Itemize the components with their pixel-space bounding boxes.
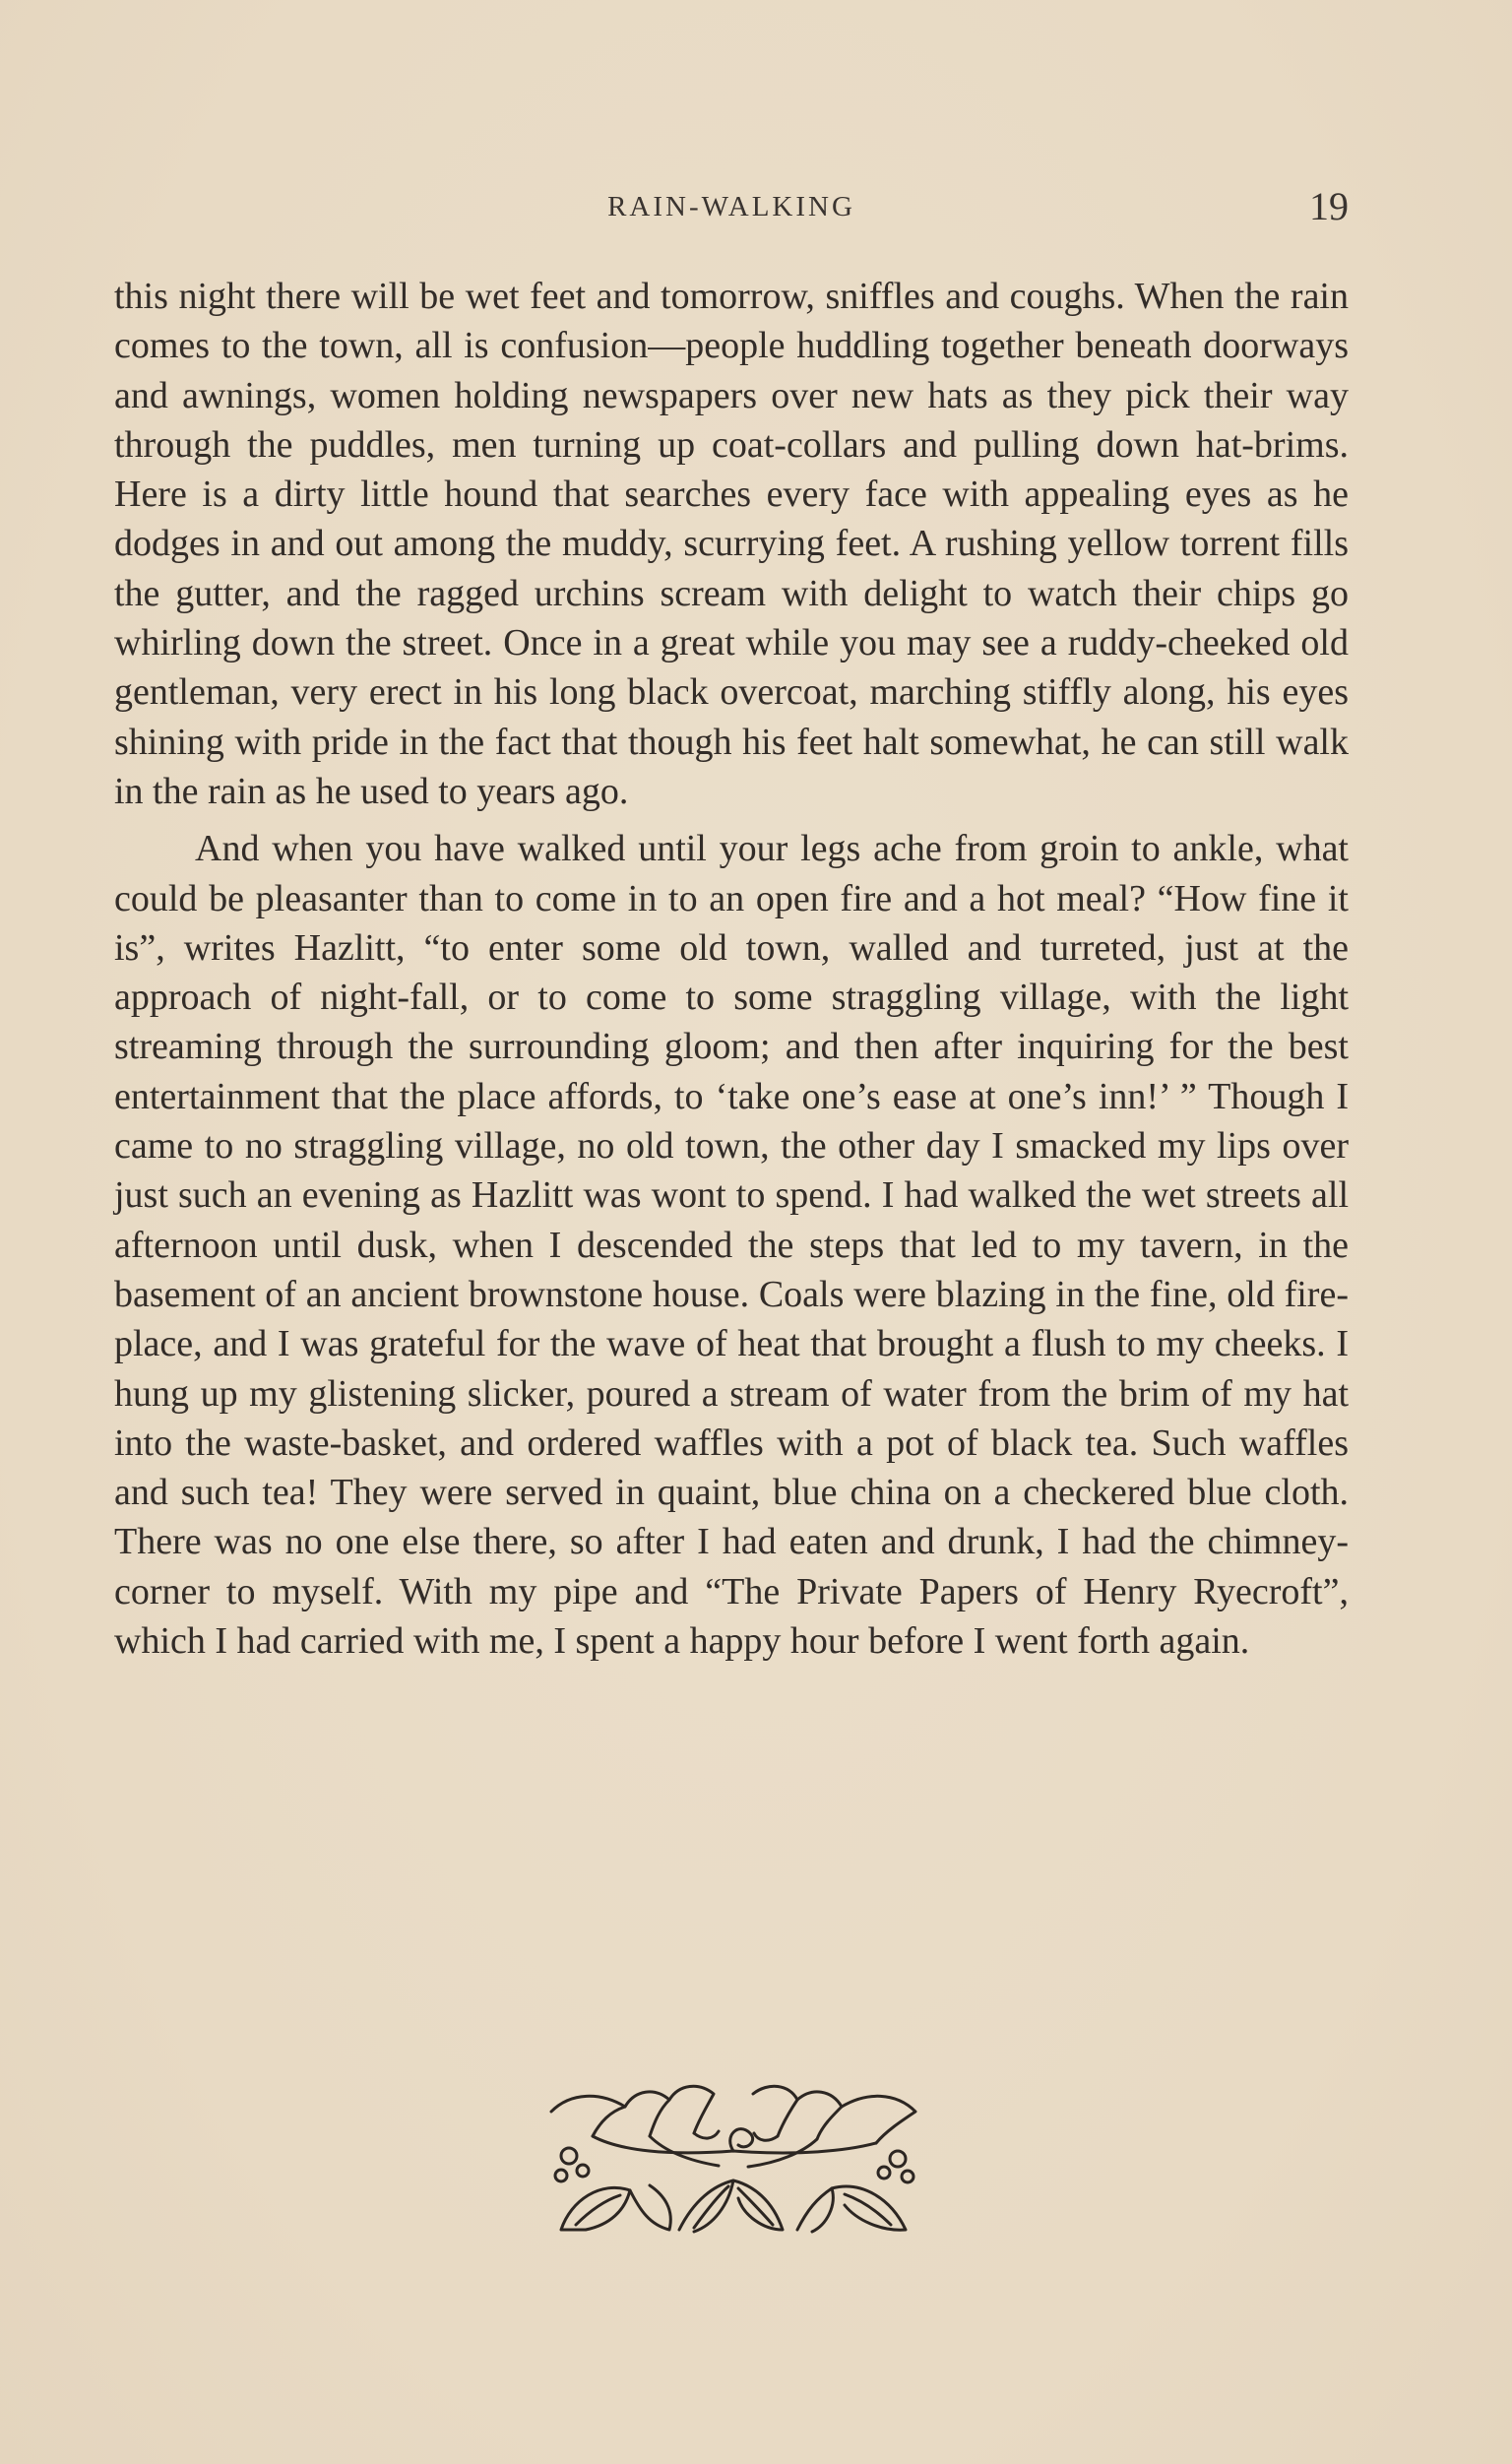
running-title: RAIN-WALKING: [607, 191, 855, 222]
floral-vine-ornament-icon: [532, 2082, 935, 2240]
paragraph-1: this night there will be wet feet and tomorrow, sniffles and coughs. When the rain comes to the town, all is confusion—people huddling together beneath doorways and awnings, women holding newspapers over new hats as they pick their way through the puddles, men turning up coat-collars and pulling down hat-brims. Here is a dirty little hound that searches every face with appealing eyes as he dodges in and out among the muddy, scurrying feet. A rushing yellow torrent fills the gutter, and the ragged urchins scream with delight to watch their chips go whirling down the street. Once in a great while you may see a ruddy-cheeked old gentleman, very erect in his long black overcoat, marching stiffly along, his eyes shining with pride in the fact that though his feet halt somewhat, he can still walk in the rain as he used to years ago.: [114, 276, 1349, 812]
body-text: [114, 272, 1349, 1666]
page-number: 19: [1309, 184, 1349, 228]
paragraph-2: And when you have walked until your legs ache from groin to ankle, what could be pleasanter than to come in to an open fire and a hot meal? “How fine it is”, writes Hazlitt, “to enter some old town, walled and turreted, just at the approach of night-fall, or to come to some straggling village, with the light streaming through the surrounding gloom; and then after inquiring for the best entertainment that the place affords, to ‘take one’s ease at one’s inn!’ ” Though I came to no straggling village, no old town, the other day I smacked my lips over just such an evening as Hazlitt was wont to spend. I had walked the wet streets all afternoon until dusk, when I descended the steps that led to my tavern, in the basement of an ancient brownstone house. Coals were blazing in the fine, old fireplace, and I was grateful for the wave of heat that brought a flush to my cheeks. I hung up my glistening slicker, poured a stream of water from the brim of my hat into the waste-basket, and ordered waffles with a pot of black tea. Such waffles and such tea! They were served in quaint, blue china on a checkered blue cloth. There was no one else there, so after I had eaten and drunk, I had the chimney-corner to myself. With my pipe and “The Private Papers of Henry Ryecroft”, which I had carried with me, I spent a happy hour before I went forth again.: [114, 828, 1349, 1663]
running-head: [114, 183, 1349, 232]
